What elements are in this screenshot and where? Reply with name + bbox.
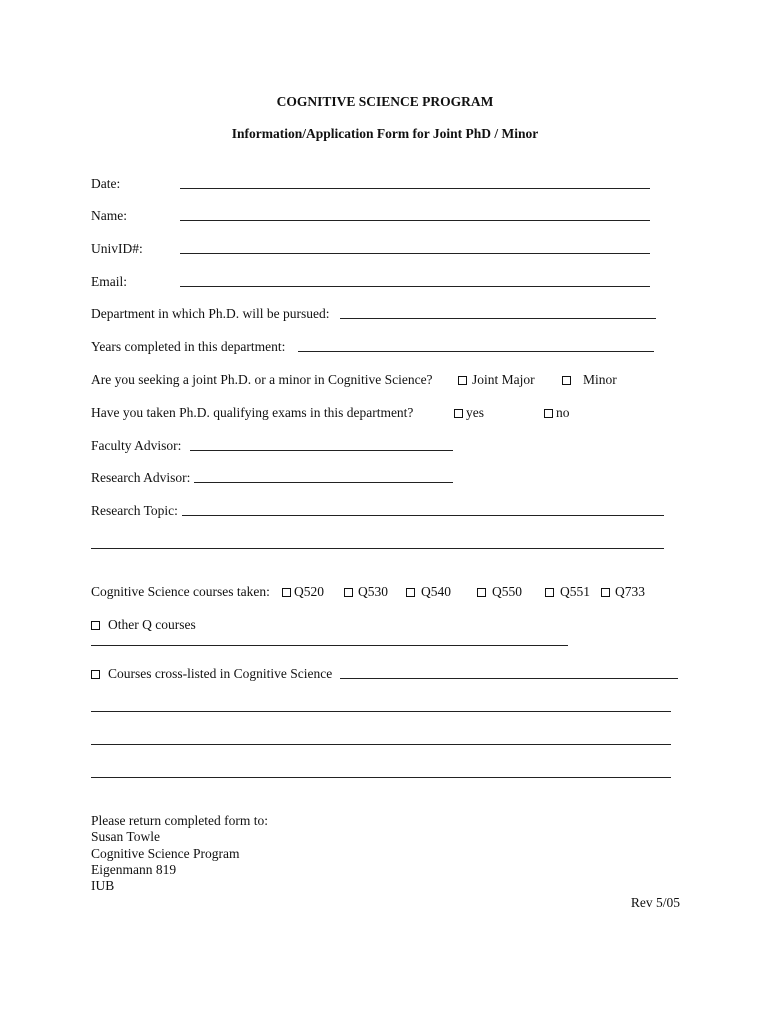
other-q-label: Other Q courses [108,617,196,632]
joint-major-option[interactable] [458,372,535,388]
research-advisor-label: Research Advisor: [91,470,191,485]
crosslisted-field[interactable] [340,678,678,679]
q733-label: Q733 [615,584,645,599]
years-field[interactable] [298,351,654,352]
q520-label: Q520 [294,584,324,599]
return-name: Susan Towle [91,829,160,844]
research-topic-field[interactable] [182,515,664,516]
crosslisted-option[interactable] [91,666,332,682]
faculty-advisor-label: Faculty Advisor: [91,438,182,453]
faculty-advisor-field[interactable] [190,450,453,451]
course-q550[interactable] [477,584,522,600]
form-title: COGNITIVE SCIENCE PROGRAM [276,94,494,109]
return-instruction: Please return completed form to: [91,813,268,828]
revision-date: Rev 5/05 [630,895,680,910]
q550-checkbox[interactable] [477,588,486,597]
date-label: Date: [91,176,121,191]
q540-checkbox[interactable] [406,588,415,597]
research-advisor-field[interactable] [194,482,453,483]
q550-label: Q550 [492,584,522,599]
department-label: Department in which Ph.D. will be pursued: [91,306,330,321]
no-option[interactable] [544,405,570,421]
course-q540[interactable] [406,584,451,600]
years-label: Years completed in this department: [91,339,286,354]
no-checkbox[interactable] [544,409,553,418]
minor-option[interactable] [562,372,617,388]
other-q-courses-option[interactable] [91,617,196,633]
name-label: Name: [91,208,127,223]
q551-label: Q551 [560,584,590,599]
research-topic-line-2[interactable] [91,548,664,549]
joint-major-checkbox[interactable] [458,376,467,385]
research-topic-label: Research Topic: [91,503,178,518]
crosslisted-label: Courses cross-listed in Cognitive Science [108,666,333,681]
email-label: Email: [91,274,127,289]
q520-checkbox[interactable] [282,588,291,597]
course-q551[interactable] [545,584,590,600]
q530-label: Q530 [358,584,388,599]
no-label: no [556,405,570,420]
q540-label: Q540 [421,584,451,599]
univid-field[interactable] [180,253,650,254]
joint-major-label: Joint Major [472,372,535,387]
date-field[interactable] [180,188,650,189]
course-q530[interactable] [344,584,388,600]
crosslisted-line-4[interactable] [91,777,671,778]
qualifying-question: Have you taken Ph.D. qualifying exams in this department? [91,405,414,420]
crosslisted-line-3[interactable] [91,744,671,745]
return-room: Eigenmann 819 [91,862,177,877]
yes-label: yes [466,405,484,420]
course-q733[interactable] [601,584,645,600]
q551-checkbox[interactable] [545,588,554,597]
courses-label: Cognitive Science courses taken: [91,584,270,599]
joint-minor-question: Are you seeking a joint Ph.D. or a minor in Cognitive Science? [91,372,433,387]
other-q-checkbox[interactable] [91,621,100,630]
course-q520[interactable] [282,584,324,600]
crosslisted-checkbox[interactable] [91,670,100,679]
form-subtitle: Information/Application Form for Joint PhD / Minor [231,126,539,141]
q733-checkbox[interactable] [601,588,610,597]
minor-checkbox[interactable] [562,376,571,385]
q530-checkbox[interactable] [344,588,353,597]
other-q-field[interactable] [91,645,568,646]
email-field[interactable] [180,286,650,287]
yes-checkbox[interactable] [454,409,463,418]
univid-label: UnivID#: [91,241,143,256]
return-campus: IUB [91,878,115,893]
name-field[interactable] [180,220,650,221]
return-program: Cognitive Science Program [91,846,240,861]
yes-option[interactable] [454,405,484,421]
department-field[interactable] [340,318,656,319]
minor-label: Minor [583,372,617,387]
crosslisted-line-2[interactable] [91,711,671,712]
